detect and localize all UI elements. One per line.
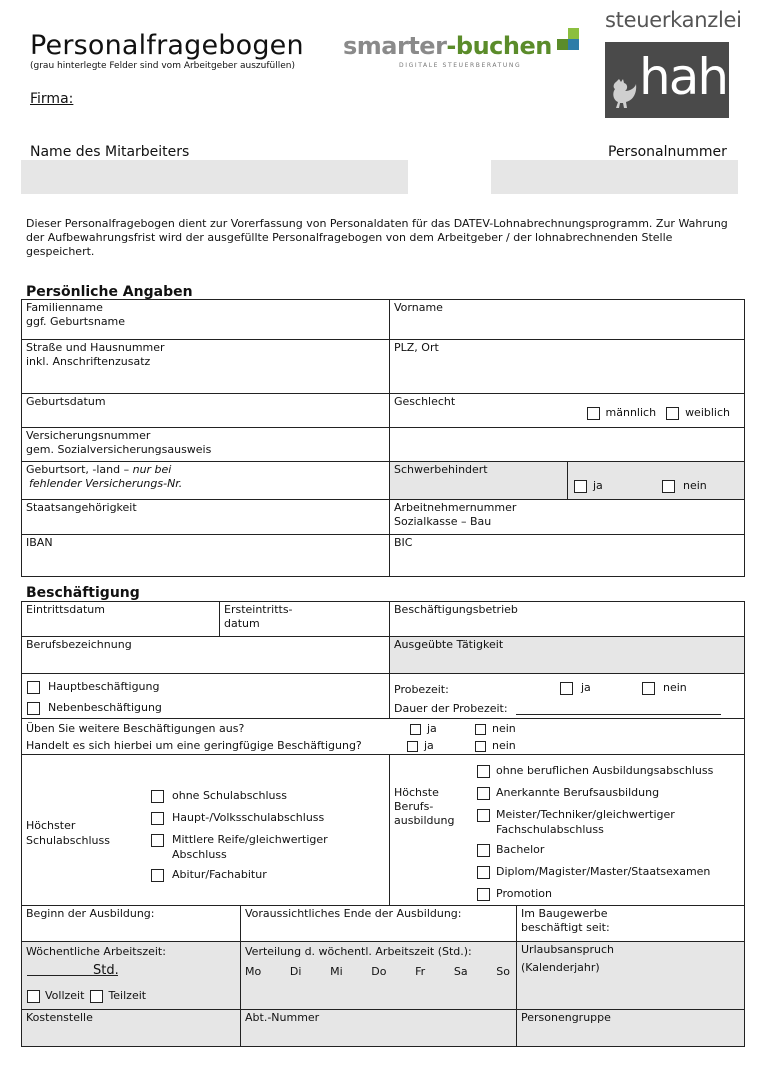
familienname-label: Familienname [26,301,103,314]
weitere-beschaeftigungen-label: Üben Sie weitere Beschäftigungen aus? [26,722,245,735]
geburtsdatum-label: Geburtsdatum [26,395,106,408]
berufsausbildung-cell [390,755,745,906]
vorname-label: Vorname [394,301,443,314]
beginn-ausbildung-label: Beginn der Ausbildung: [26,907,155,920]
day-mi: Mi [330,965,343,978]
hauptbeschaeftigung-checkbox[interactable] [27,681,40,694]
vorname-cell[interactable] [390,300,745,340]
name-label: Name des Mitarbeiters [30,144,190,160]
kostenstelle-cell[interactable] [22,1010,241,1047]
versicherungsnummer-label: Versicherungsnummer [26,429,151,442]
strasse-label: Straße und Hausnummer [26,341,165,354]
steuerkanzlei-hahn-logo [605,8,757,112]
schwerbehindert-options-cell [568,462,745,500]
berufsausbildung-label2: Berufs- [394,800,434,813]
staatsangehoerigkeit-cell[interactable] [22,500,390,535]
baugewerbe-label2: beschäftigt seit: [521,921,610,934]
sozialversicherungsausweis-label: gem. Sozialversicherungsausweis [26,443,212,456]
page-subtitle: (grau hinterlegte Felder sind vom Arbeitgeber auszufüllen) [30,61,295,71]
bic-cell[interactable] [390,535,745,577]
beruf-option-3: Fachschulabschluss [496,823,604,836]
day-sa: Sa [453,965,468,978]
day-fr: Fr [415,965,426,978]
schwerbehindert-cell [390,462,568,500]
geringfuegig-label: Handelt es sich hierbei um eine geringfügige Beschäftigung? [26,739,362,752]
schul-abitur-checkbox[interactable] [151,869,164,882]
geringfuegig-nein-label: nein [492,739,516,752]
intro-text: Dieser Personalfragebogen dient zur Vorerfassung von Personaldaten für das DATEV-Lohnabrechnungsprogramm. Zur Wahrung der Aufbewahrungsfrist wird der ausgefüllte Personalfragebogen von dem Arbeitgeber / der lohnabrechnenden Stelle gespeichert. [26,217,728,258]
schul-haupt-checkbox[interactable] [151,812,164,825]
sozialkasse-label: Sozialkasse – Bau [394,515,492,528]
schul-option-3: Abschluss [172,848,227,861]
beschaeftigungsbetrieb-label: Beschäftigungsbetrieb [394,603,518,616]
weiblich-label: weiblich [685,406,730,419]
urlaubsanspruch-cell[interactable] [517,942,745,1010]
name-field[interactable] [21,160,408,194]
day-mo: Mo [245,965,262,978]
schulabschluss-cell [22,755,390,906]
logo-hahn-word: hahn [639,48,757,106]
anschriftenzusatz-label: inkl. Anschriftenzusatz [26,355,151,368]
geringfuegig-ja-checkbox[interactable] [407,741,418,752]
ausgeuebte-taetigkeit-label: Ausgeübte Tätigkeit [394,638,504,651]
teilzeit-checkbox[interactable] [90,990,103,1003]
nebenbeschaeftigung-label: Nebenbeschäftigung [48,701,162,714]
teilzeit-label: Teilzeit [108,989,147,1002]
probezeit-ja-checkbox[interactable] [560,682,573,695]
plz-ort-cell[interactable] [390,340,745,394]
arbeitnehmernummer-label: Arbeitnehmernummer [394,501,517,514]
versicherungsnummer-value-cell[interactable] [390,428,745,462]
schwerbehindert-ja-label: ja [593,479,603,492]
beschaeftigungsbetrieb-cell[interactable] [390,602,745,637]
probezeit-nein-label: nein [663,681,687,694]
personalnummer-field[interactable] [491,160,738,194]
berufsausbildung-label3: ausbildung [394,814,455,827]
nebenbeschaeftigung-checkbox[interactable] [27,702,40,715]
dauer-probezeit-label: Dauer der Probezeit: [394,702,508,715]
schwerbehindert-ja-checkbox[interactable] [574,480,587,493]
geburtsdatum-cell[interactable] [22,394,390,428]
schul-option-0: ohne Schulabschluss [172,789,287,802]
schul-ohne-checkbox[interactable] [151,790,164,803]
schul-option-4: Abitur/Fachabitur [172,868,267,881]
schwerbehindert-nein-label: nein [683,479,707,492]
beruf-bachelor-checkbox[interactable] [477,844,490,857]
rooster-icon [610,78,638,110]
probezeit-ja-label: ja [581,681,591,694]
weiblich-checkbox[interactable] [666,407,679,420]
day-do: Do [371,965,387,978]
personengruppe-label: Personengruppe [521,1011,611,1024]
abt-nummer-cell[interactable] [241,1010,517,1047]
beruf-promotion-checkbox[interactable] [477,888,490,901]
logo-buchen-text: -buchen [446,32,552,60]
schulabschluss-label1: Höchster [26,819,76,832]
beruf-option-1: Anerkannte Berufsausbildung [496,786,660,799]
kostenstelle-label: Kostenstelle [26,1011,93,1024]
schul-option-1: Haupt-/Volksschulabschluss [172,811,325,824]
probezeit-nein-checkbox[interactable] [642,682,655,695]
arbeitszeit-cell [22,942,241,1010]
logo-hahn-top: steuerkanzlei [605,8,742,32]
arbeitszeit-label: Wöchentliche Arbeitszeit: [26,945,166,958]
beruf-ohne-checkbox[interactable] [477,765,490,778]
beruf-meister-checkbox[interactable] [477,809,490,822]
ende-ausbildung-label: Voraussichtliches Ende der Ausbildung: [245,907,462,920]
geschlecht-cell [390,394,745,428]
familienname-cell[interactable] [22,300,390,340]
ersteintritt-label1: Ersteintritts- [224,603,293,616]
geringfuegig-nein-checkbox[interactable] [475,741,486,752]
berufsbezeichnung-cell[interactable] [22,637,390,674]
probezeit-label: Probezeit: [394,683,449,696]
dauer-probezeit-line[interactable] [516,714,721,715]
staatsangehoerigkeit-label: Staatsangehörigkeit [26,501,137,514]
ersteintritt-label2: datum [224,617,260,630]
geschlecht-label: Geschlecht [394,395,456,408]
logo-tagline: DIGITALE STEUERBERATUNG [399,62,522,69]
urlaubsanspruch-label2: (Kalenderjahr) [521,961,600,974]
employment-table-top [21,601,745,906]
logo-blocks-icon [557,28,579,50]
schulabschluss-label2: Schulabschluss [26,834,110,847]
vollzeit-label: Vollzeit [45,989,85,1002]
weitere-beschaeftigungen-cell [22,719,745,755]
verteilung-cell [241,942,517,1010]
plz-ort-label: PLZ, Ort [394,341,439,354]
eintrittsdatum-cell[interactable] [22,602,220,637]
berufsbezeichnung-label: Berufsbezeichnung [26,638,132,651]
beruf-option-5: Diplom/Magister/Master/Staatsexamen [496,865,711,878]
baugewerbe-label1: Im Baugewerbe [521,907,608,920]
probezeit-cell [390,674,745,719]
weitere-ja-label: ja [427,722,437,735]
iban-label: IBAN [26,536,53,549]
beruf-anerkannt-checkbox[interactable] [477,787,490,800]
weitere-nein-checkbox[interactable] [475,724,486,735]
firma-label: Firma: [30,91,74,107]
schwerbehindert-label: Schwerbehindert [394,463,488,476]
bic-label: BIC [394,536,413,549]
maennlich-checkbox[interactable] [587,407,600,420]
schul-mittlere-checkbox[interactable] [151,834,164,847]
schul-option-2: Mittlere Reife/gleichwertiger [172,833,328,846]
ende-ausbildung-cell[interactable] [241,906,517,942]
vollzeit-checkbox[interactable] [27,990,40,1003]
beruf-diplom-checkbox[interactable] [477,866,490,879]
beruf-option-4: Bachelor [496,843,545,856]
weitere-nein-label: nein [492,722,516,735]
logo-hahn-box [605,42,757,118]
geringfuegig-ja-label: ja [424,739,434,752]
weitere-ja-checkbox[interactable] [410,724,421,735]
geburtsname-label: ggf. Geburtsname [26,315,126,328]
beginn-ausbildung-cell[interactable] [22,906,241,942]
ausgeuebte-taetigkeit-cell[interactable] [390,637,745,674]
abt-nummer-label: Abt.-Nummer [245,1011,320,1024]
ersteintrittsdatum-cell[interactable] [220,602,390,637]
page-title: Personalfragebogen [30,30,304,61]
logo-smarter-text: smarter [343,32,447,60]
personengruppe-cell[interactable] [517,1010,745,1047]
berufsausbildung-label1: Höchste [394,786,439,799]
personal-table [21,299,745,577]
urlaubsanspruch-label1: Urlaubsanspruch [521,943,614,956]
geburtsort-hint2: fehlender Versicherungs-Nr. [29,477,183,490]
beruf-option-6: Promotion [496,887,552,900]
smarter-buchen-logo [343,28,583,78]
hauptbeschaeftigung-label: Hauptbeschäftigung [48,680,160,693]
strasse-cell[interactable] [22,340,390,394]
section-persoenliche-angaben: Persönliche Angaben [26,284,193,300]
arbeitnehmernummer-cell[interactable] [390,500,745,535]
geburtsort-hint1: nur bei [132,463,172,476]
schwerbehindert-nein-checkbox[interactable] [662,480,675,493]
versicherungsnummer-cell[interactable] [22,428,390,462]
geburtsort-cell[interactable] [22,462,390,500]
iban-cell[interactable] [22,535,390,577]
beruf-option-2: Meister/Techniker/gleichwertiger [496,808,675,821]
day-di: Di [289,965,302,978]
std-label: Std. [93,963,119,978]
day-so: So [496,965,510,978]
section-beschaeftigung: Beschäftigung [26,585,140,601]
beschaeftigungsart-cell [22,674,390,719]
verteilung-label: Verteilung d. wöchentl. Arbeitszeit (Std.): [245,945,472,958]
geburtsort-label: Geburtsort, -land – [26,463,130,476]
beruf-option-0: ohne beruflichen Ausbildungsabschluss [496,764,714,777]
maennlich-label: männlich [605,406,657,419]
baugewerbe-cell[interactable] [517,906,745,942]
eintrittsdatum-label: Eintrittsdatum [26,603,105,616]
employment-table-bottom [21,905,745,1047]
personalnummer-label: Personalnummer [608,144,727,160]
